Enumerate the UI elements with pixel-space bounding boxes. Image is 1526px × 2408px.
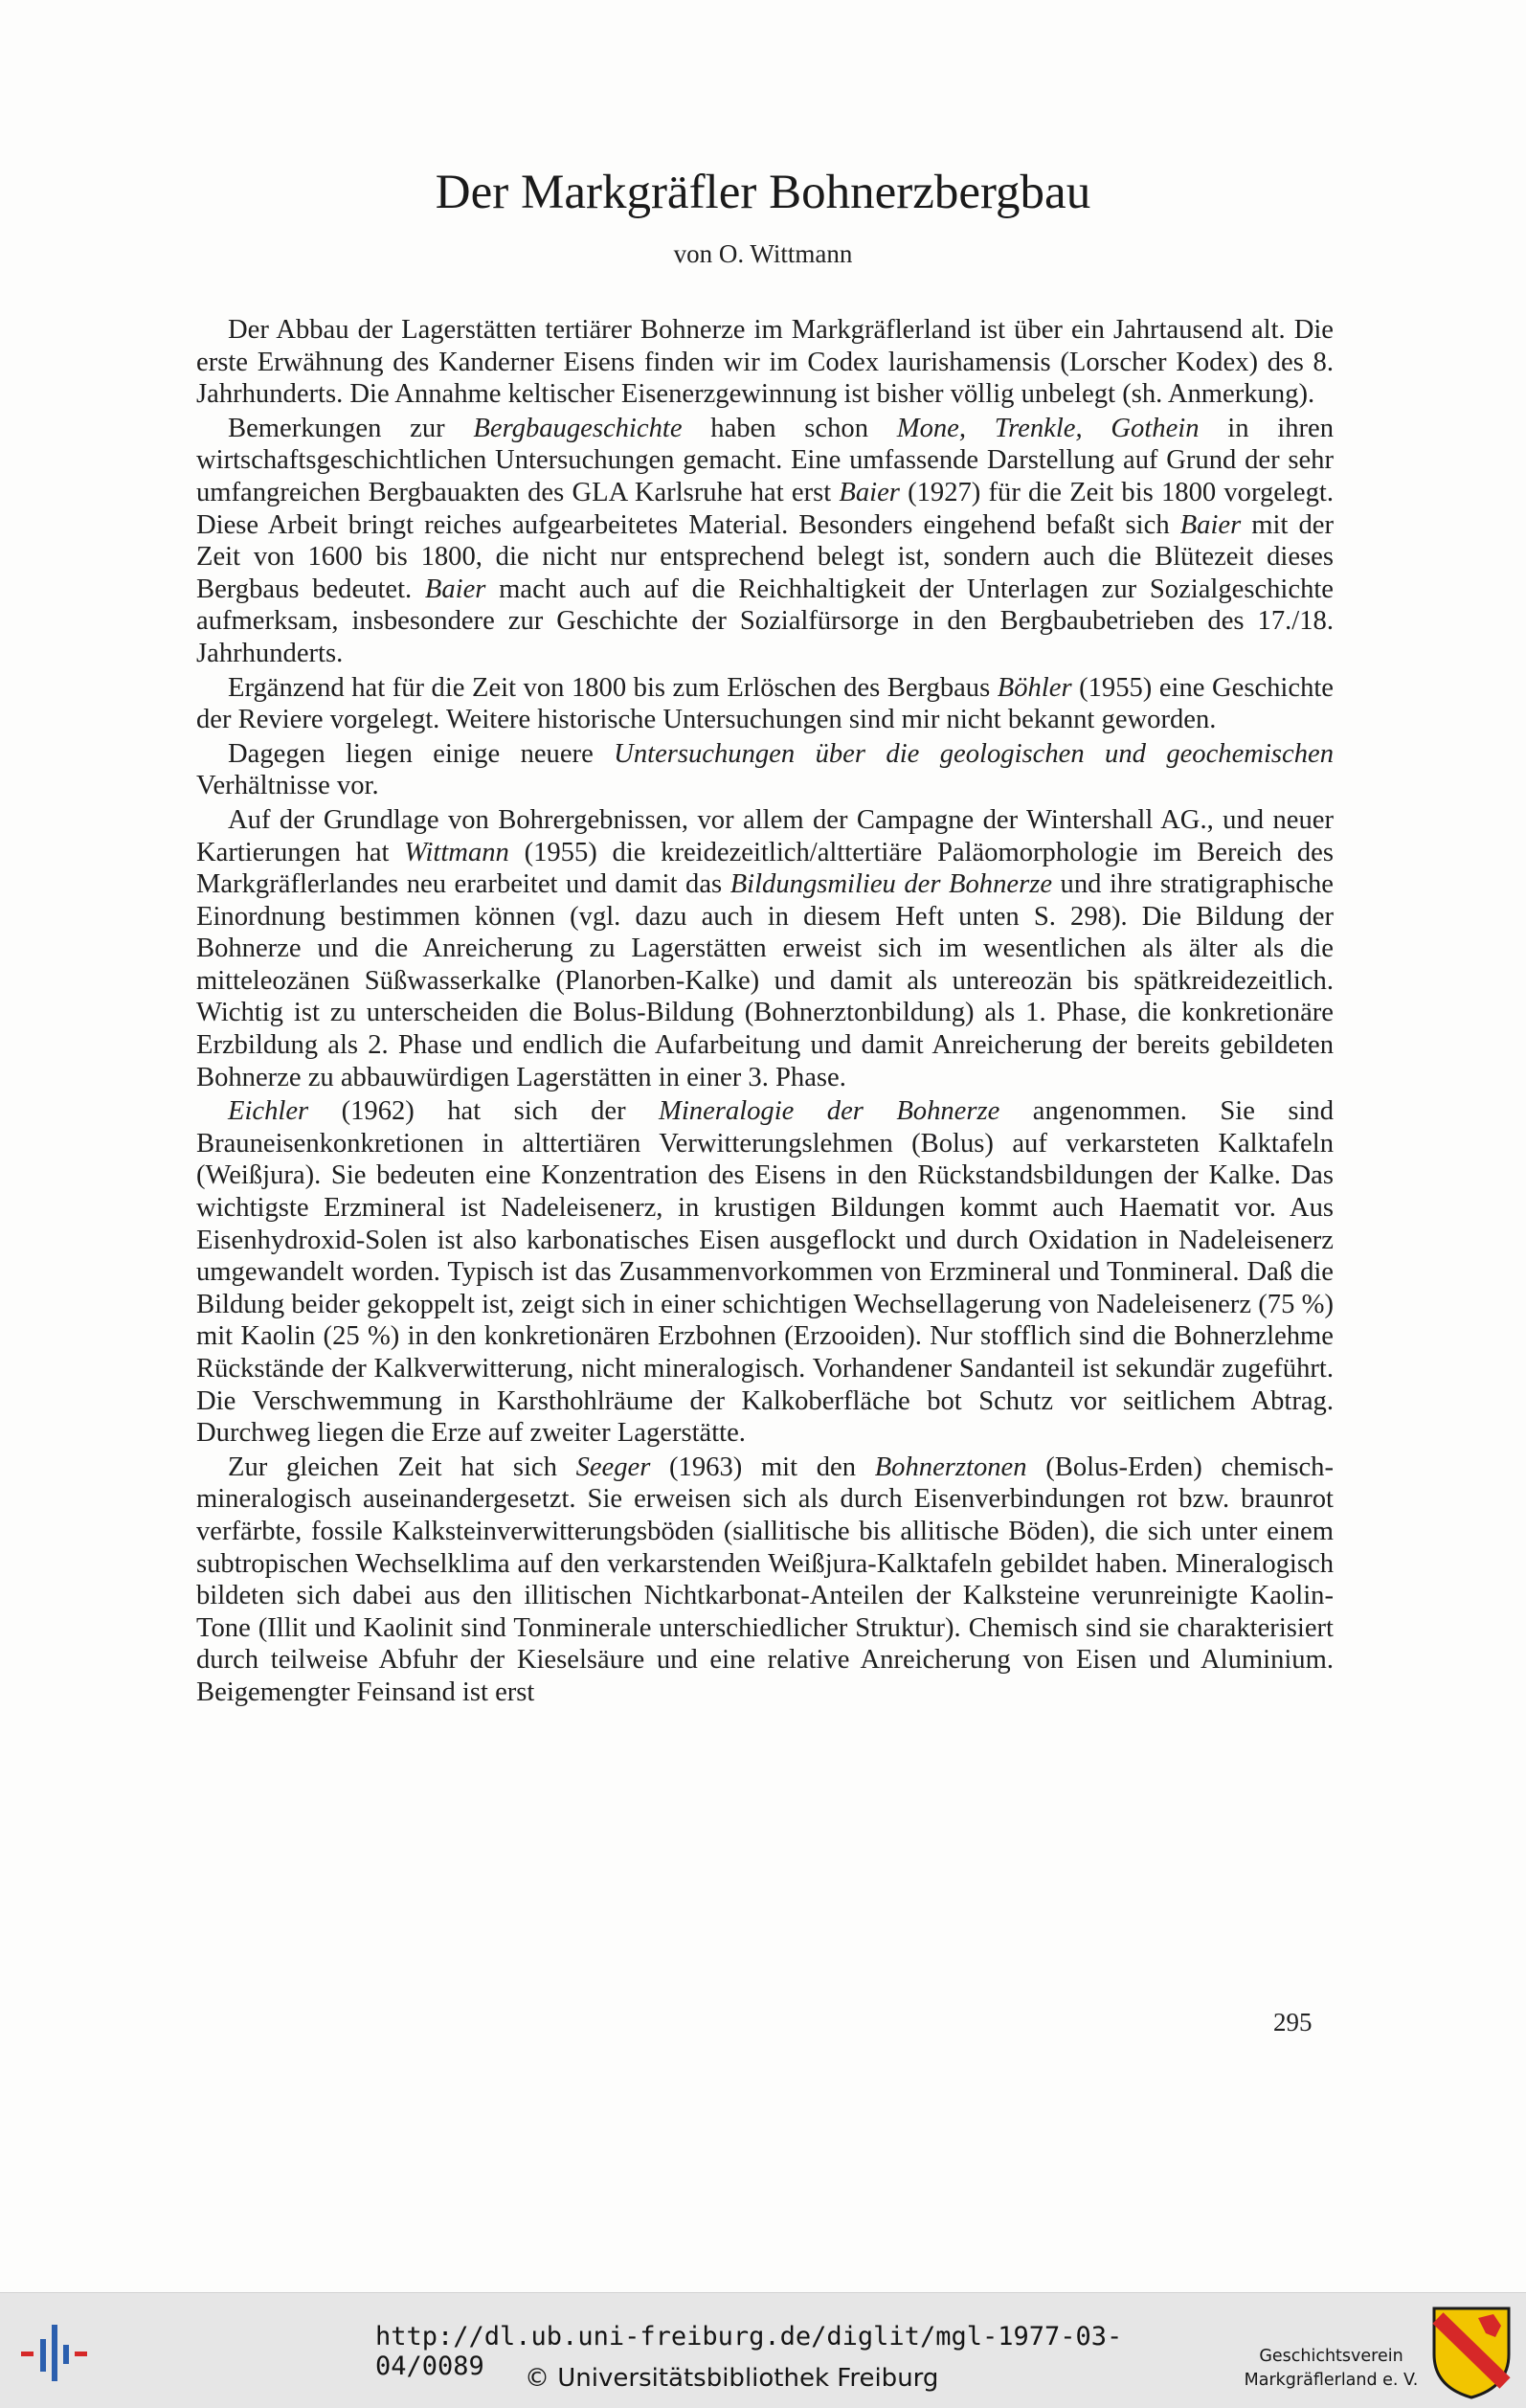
italic-reference: Bergbaugeschichte <box>473 413 683 443</box>
italic-reference: Mineralogie der Bohnerze <box>659 1096 1000 1127</box>
copyright-notice: © Universitätsbibliothek Freiburg <box>525 2364 939 2393</box>
body-paragraph <box>196 1095 1334 1450</box>
body-paragraph <box>196 672 1334 736</box>
text-run: in ihren wirtschaftsgeschichtlichen Untersuchungen gemacht. Eine umfassende Darstellung auf Grund der sehr umfangreichen Bergbauakten des GLA Karlsruhe hat erst <box>196 413 1334 507</box>
text-run: Auf der Grundlage von Bohrergebnissen, vor allem der Campagne der Wintershall AG., und neuer Kartierungen hat <box>196 804 1334 867</box>
text-run: Ergänzend hat für die Zeit von 1800 bis zum Erlöschen des Bergbaus <box>228 672 998 703</box>
body-paragraph <box>196 738 1334 802</box>
permalink-url[interactable]: http://dl.ub.uni-freiburg.de/diglit/mgl-1977-03-04/0089 <box>375 2322 1123 2381</box>
body-paragraph <box>196 413 1334 670</box>
text-run: und ihre stratigraphische Einordnung bestimmen können (vgl. dazu auch in diesem Heft unten S. 298). Die Bildung der Bohnerze und die Anreicherung zu Lagerstätten erweist sich im wesentlichen als älter als die mitteleozänen Süßwasserkalke (Planorben-Kalke) und damit als untereozän bis spätkreidezeitlich. Wichtig ist zu unterscheiden die Bolus-Bildung (Bohnerztonbildung) als 1. Phase, die konkretionäre Erzbildung als 2. Phase und endlich die Aufarbeitung und damit Anreicherung der bereits gebildeten Bohnerze zu abbauwürdigen Lagerstätten in einer 3. Phase. <box>196 869 1334 1092</box>
italic-reference: Seeger <box>575 1452 651 1482</box>
italic-reference: Böhler <box>997 672 1072 703</box>
text-run: (1955) die kreidezeitlich/alttertiäre Paläomorphologie im Bereich des Markgräflerlandes neu erarbeitet und damit das <box>196 837 1334 900</box>
society-name-line-1: Geschichtsverein <box>1259 2347 1403 2366</box>
text-run: angenommen. Sie sind Brauneisenkonkretionen in alttertiären Verwitterungslehmen (Bolus) auf verkarsteten Kalktafeln (Weißjura). Sie bedeuten eine Konzentration des Eisens in den Rückstandsbildungen der Kalke. Das wichtigste Erzmineral ist Nadeleisenerz, in krustigen Bildungen kommt auch Haematit vor. Aus Eisenhydroxid-Solen ist also karbonatisches Eisen ausgeflockt und durch Oxidation in Nadeleisenerz umgewandelt worden. Typisch ist das Zusammenvorkommen von Erzmineral und Tonmineral. Daß die Bildung beider gekoppelt ist, zeigt sich in einer schichtigen Wechsellagerung von Nadeleisenerz (75 %) mit Kaolin (25 %) in den konkretionären Erzbohnen (Erzooiden). Nur stofflich sind die Bohnerzlehme Rückstände der Kalkverwitterung, nicht mineralogisch. Vorhandener Sandanteil ist sekundär zugeführt. Die Verschwemmung in Karsthohlräume der Kalkoberfläche bot Schutz vor seitlichem Abtrag. Durchweg liegen die Erze auf zweiter Lagerstätte. <box>196 1096 1334 1449</box>
body-paragraph <box>196 1452 1334 1709</box>
page-number: 295 <box>1273 2008 1313 2037</box>
text-run: (1927) für die Zeit bis 1800 vorgelegt. Diese Arbeit bringt reiches aufgearbeitetes Material. Besonders eingehend befaßt sich <box>196 477 1334 540</box>
text-run: Der Abbau der Lagerstätten tertiärer Bohnerze im Markgräflerland ist über ein Jahrtausend alt. Die erste Erwähnung des Kanderner Eisens finden wir im Codex laurishamensis (Lorscher Kodex) des 8. Jahrhunderts. Die Annahme keltischer Eisenerzgewinnung ist bisher völlig unbelegt (sh. Anmerkung). <box>196 315 1334 410</box>
text-run: (1962) hat sich der <box>308 1096 660 1127</box>
body-paragraph <box>196 314 1334 411</box>
text-run: (1963) mit den <box>650 1452 875 1482</box>
library-footer-bar <box>0 2292 1526 2408</box>
italic-reference: Eichler <box>228 1096 309 1127</box>
society-name-line-2: Markgräflerland e. V. <box>1244 2371 1419 2390</box>
ub-freiburg-logo-icon <box>19 2320 94 2385</box>
coat-of-arms-icon <box>1430 2305 1513 2400</box>
italic-reference: Baier <box>424 574 486 604</box>
italic-reference: Wittmann <box>404 837 509 867</box>
text-run: Dagegen liegen einige neuere <box>228 738 615 769</box>
article-title: Der Markgräfler Bohnerzbergbau <box>435 166 1091 219</box>
text-run: Bemerkungen zur <box>228 413 474 443</box>
italic-reference: Untersuchungen über die geologischen und geochemischen <box>614 738 1334 769</box>
text-run: Zur gleichen Zeit hat sich <box>228 1452 576 1482</box>
article-author: von O. Wittmann <box>673 239 853 268</box>
italic-reference: Baier <box>839 477 900 507</box>
text-run: haben schon <box>682 413 897 443</box>
society-name <box>1228 2345 1434 2393</box>
text-run: (1955) eine Geschichte der Reviere vorgelegt. Weitere historische Untersuchungen sind mir nicht bekannt geworden. <box>196 672 1334 735</box>
italic-reference: Bohnerztonen <box>874 1452 1027 1482</box>
italic-reference: Mone, Trenkle, Gothein <box>896 413 1200 443</box>
text-run: mit der Zeit von 1600 bis 1800, die nicht nur entsprechend belegt ist, sondern auch die Blütezeit dieses Bergbaus bedeutet. <box>196 509 1334 604</box>
text-run: Verhältnisse vor. <box>196 771 379 801</box>
text-run: (Bolus-Erden) chemisch-mineralogisch auseinandergesetzt. Sie erweisen sich als durch Eisenverbindungen rot bzw. braunrot verfärbte, fossile Kalksteinverwitterungsböden (siallitische bis allitische Böden), die sich unter einem subtropischen Wechselklima auf den verkarstenden Weißjura-Kalktafeln gebildet haben. Mineralogisch bildeten sich dabei aus den illitischen Nichtkarbonat-Anteilen der Kalksteine verunreinigte Kaolin-Tone (Illit und Kaolinit sind Tonminerale unterschiedlicher Struktur). Chemisch sind sie charakterisiert durch teilweise Abfuhr der Kieselsäure und eine relative Anreicherung von Eisen und Aluminium. Beigemengter Feinsand ist erst <box>196 1452 1334 1707</box>
italic-reference: Baier <box>1179 509 1242 540</box>
body-paragraph <box>196 804 1334 1093</box>
article-body <box>196 314 1334 1711</box>
italic-reference: Bildungsmilieu der Bohnerze <box>729 869 1053 900</box>
text-run: macht auch auf die Reichhaltigkeit der Unterlagen zur Sozialgeschichte aufmerksam, insbesondere zur Geschichte der Sozialfürsorge in den Bergbaubetrieben des 17./18. Jahrhunderts. <box>196 574 1334 668</box>
